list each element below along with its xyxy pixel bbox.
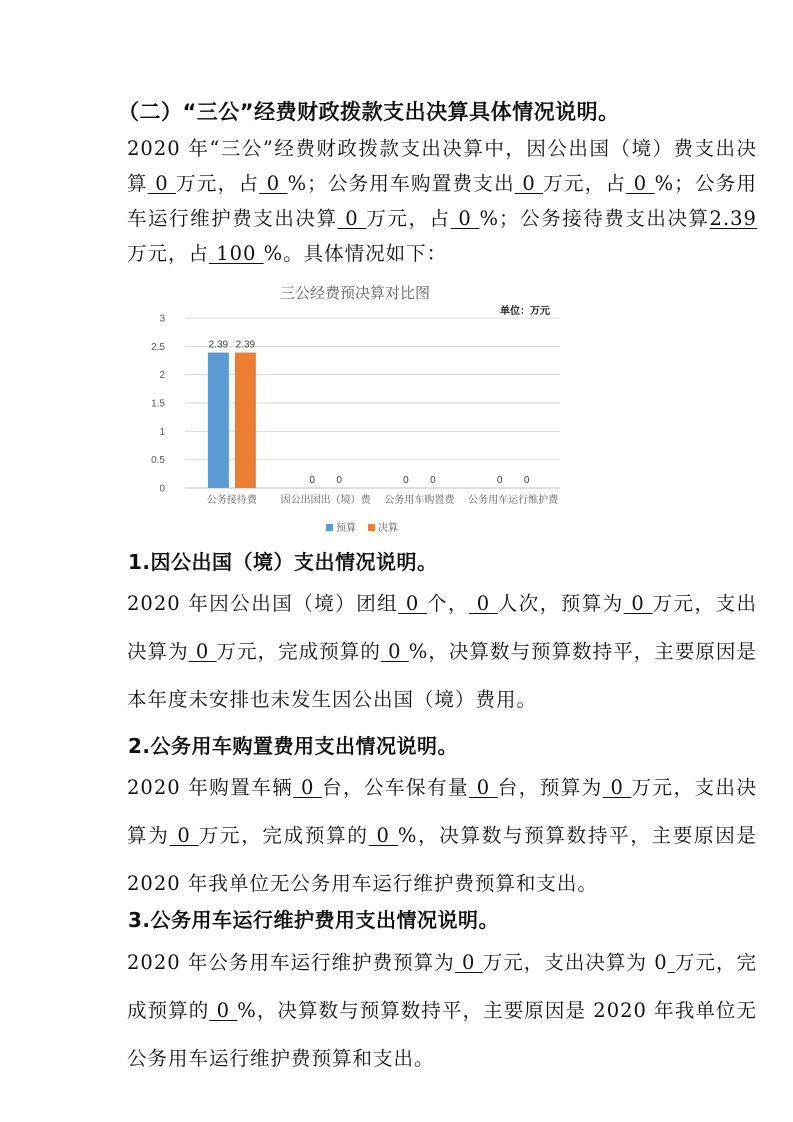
s1-text: 人次，预算为 (497, 592, 624, 615)
s2-text: 万元，完成预算的 (198, 824, 369, 847)
intro-value: 2.39 (709, 207, 757, 230)
chart-unit-label: 单位：万元 (500, 306, 550, 317)
s2-value: 0 (469, 776, 498, 799)
s3-text: %，决算数与预算数持平，主要原因是 2020 年我单位无公务用车运行维护费预算和支出。 (127, 999, 757, 1070)
intro-paragraph (87, 131, 757, 271)
s3-text: 万元，支出决算为 0 (482, 951, 668, 974)
s2-value: 0 (169, 824, 199, 847)
legend-swatch (368, 524, 375, 531)
y-tick-label: 0.5 (151, 455, 165, 467)
bar-budget (208, 353, 229, 488)
bar-value-label: 2.39 (235, 339, 256, 351)
intro-value: 0 (450, 207, 480, 230)
intro-value: 0 (514, 172, 544, 195)
s1-value: 0 (623, 592, 653, 615)
bar-actual (235, 353, 256, 488)
s3-value: 0 (454, 951, 483, 974)
bar-value-label: 0 (496, 475, 503, 486)
s3-value: 0 (209, 999, 238, 1022)
bar-value-label: 0 (430, 475, 436, 486)
s1-text: 个， (427, 592, 469, 615)
intro-text: %；公务用车运行维护费支出决算 (127, 172, 757, 230)
section-1-paragraph (87, 580, 757, 724)
bar-value-label: 0 (523, 475, 530, 486)
section-3-heading: 3.公务用车运行维护费用支出情况说明。 (128, 908, 500, 932)
section-1-heading: 1.因公出国（境）支出情况说明。 (128, 550, 438, 574)
intro-text: 万元，占 (176, 172, 260, 195)
y-tick-label: 2.5 (151, 341, 165, 353)
y-tick-label: 1.5 (151, 398, 165, 410)
intro-text: 万元，占 (366, 207, 451, 230)
x-category-label: 公务用车运行维护费 (468, 495, 559, 506)
intro-value: 0 (147, 172, 177, 195)
s2-value: 0 (293, 776, 323, 799)
s3-text: 万元，完成预算的 (127, 951, 757, 1022)
s1-text: %，决算数与预算数持平，主要原因是本年度未安排也未发生因公出国（境）费用。 (127, 640, 757, 711)
s2-value: 0 (368, 824, 398, 847)
s1-text: 万元，支出决算为 (127, 592, 757, 663)
legend-swatch (326, 524, 333, 531)
intro-text: 万元，占 (127, 242, 210, 265)
s3-value (668, 951, 675, 974)
bar-value-label: 0 (309, 475, 315, 486)
y-tick-label: 1 (159, 426, 165, 438)
budget-comparison-chart (140, 278, 570, 538)
bar-value-label: 0 (403, 475, 409, 486)
y-tick-label: 0 (159, 483, 165, 495)
s2-text: 台，预算为 (497, 776, 603, 799)
section-2-paragraph (87, 764, 757, 908)
s1-value: 0 (380, 640, 409, 663)
intro-text: %。具体情况如下： (263, 242, 448, 265)
intro-value: 0 (337, 207, 367, 230)
intro-text: %；公务接待费支出决算 (479, 207, 710, 230)
s2-text: 2020 年购置车辆 (127, 776, 294, 799)
s1-text: 2020 年因公出国（境）团组 (127, 592, 399, 615)
intro-text: %；公务用车购置费支出 (287, 172, 515, 195)
s3-text: 2020 年公务用车运行维护费预算为 (127, 951, 455, 974)
s2-value: 0 (602, 776, 632, 799)
legend-label: 预算 (336, 523, 356, 534)
s1-text: 万元，完成预算的 (216, 640, 381, 663)
s1-value: 0 (469, 592, 498, 615)
legend-label: 决算 (378, 523, 398, 534)
intro-text: 2020 年“三公”经费财政拨款支出决算中，因公出国（境）费支出决算 (127, 137, 757, 195)
intro-value: 0 (626, 172, 655, 195)
s1-value: 0 (398, 592, 428, 615)
intro-text: 万元，占 (543, 172, 627, 195)
chart-svg (140, 278, 570, 538)
section-2-heading: 2.公务用车购置费用支出情况说明。 (128, 734, 459, 758)
x-category-label: 因公出国出（境）费 (280, 495, 371, 506)
y-tick-label: 3 (159, 313, 165, 325)
section-title: （二）“三公”经费财政拨款支出决算具体情况说明。 (118, 100, 620, 124)
section-3-paragraph (87, 939, 757, 1083)
x-category-label: 公务用车购置费 (384, 495, 455, 506)
x-category-label: 公务接待费 (206, 495, 257, 506)
s1-value: 0 (188, 640, 217, 663)
intro-value: 100 (209, 242, 264, 265)
s2-text: 台，公车保有量 (322, 776, 469, 799)
s2-text: %，决算数与预算数持平，主要原因是 2020 年我单位无公务用车运行维护费预算和支出。 (127, 824, 757, 895)
bar-value-label: 2.39 (208, 339, 229, 351)
y-tick-label: 2 (159, 370, 165, 382)
s2-text: 万元，支出决算为 (127, 776, 757, 847)
bar-value-label: 0 (336, 475, 342, 486)
intro-value: 0 (259, 172, 288, 195)
chart-title: 三公经费预决算对比图 (279, 285, 431, 302)
